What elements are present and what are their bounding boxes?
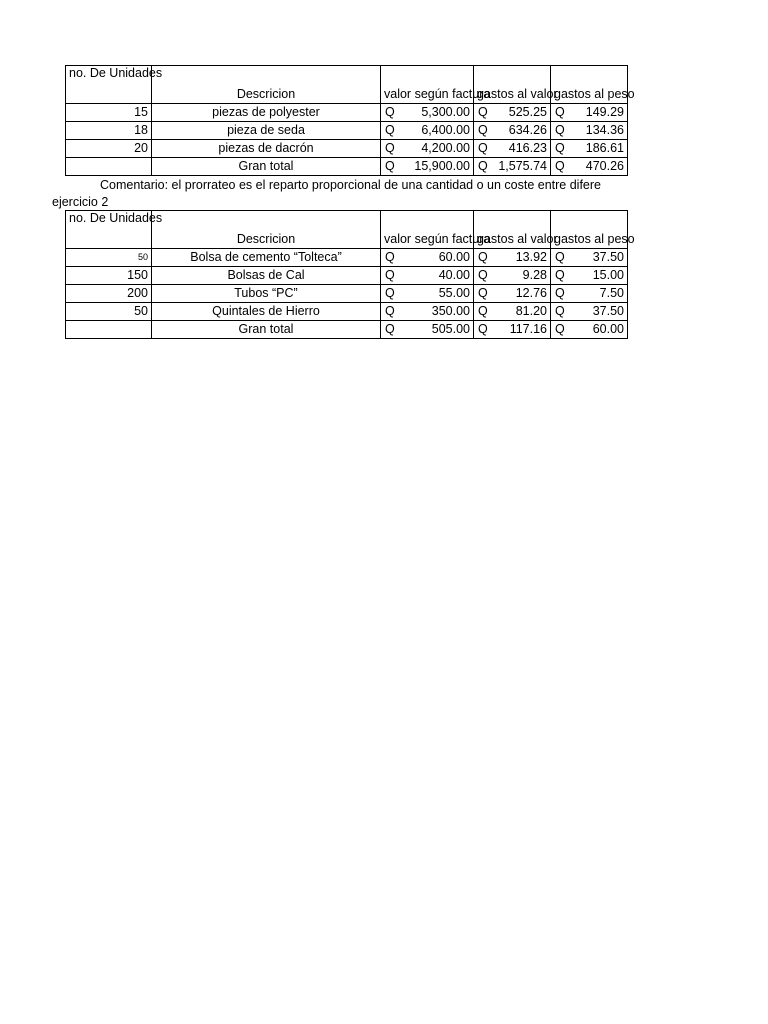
cell-description[interactable]: Bolsa de cemento “Tolteca” xyxy=(152,249,381,267)
currency-symbol: Q xyxy=(385,141,395,155)
cell-invoice-value[interactable] xyxy=(381,140,474,158)
amount: 149.29 xyxy=(585,105,624,119)
header-cost-by-weight[interactable]: gastos al peso xyxy=(551,211,628,249)
currency-symbol: Q xyxy=(385,322,395,336)
amount: 470.26 xyxy=(585,159,624,173)
amount: 60.00 xyxy=(438,250,470,264)
amount: 15,900.00 xyxy=(414,159,470,173)
header-invoice-value[interactable]: valor según factura xyxy=(381,211,474,249)
currency-symbol: Q xyxy=(555,123,565,137)
cell-units-empty[interactable] xyxy=(66,158,152,176)
prorrateo-table-1 xyxy=(65,65,635,176)
cell-description[interactable]: pieza de seda xyxy=(152,122,381,140)
cell-units[interactable]: 15 xyxy=(66,104,152,122)
cell-units[interactable]: 18 xyxy=(66,122,152,140)
amount: 117.16 xyxy=(509,322,547,336)
amount: 12.76 xyxy=(515,286,547,300)
cell-total-invoice-value[interactable] xyxy=(381,158,474,176)
currency-symbol: Q xyxy=(385,159,395,173)
header-units[interactable]: no. De Unidades xyxy=(66,211,152,249)
cell-cost-by-weight[interactable] xyxy=(551,303,628,321)
header-units[interactable]: no. De Unidades xyxy=(66,66,152,104)
cell-invoice-value[interactable] xyxy=(381,104,474,122)
currency-symbol: Q xyxy=(555,105,565,119)
currency-symbol: Q xyxy=(478,105,488,119)
cell-units[interactable]: 50 xyxy=(66,249,152,267)
amount: 634.26 xyxy=(508,123,547,137)
cell-cost-by-value[interactable] xyxy=(474,140,551,158)
amount: 7.50 xyxy=(599,286,624,300)
currency-symbol: Q xyxy=(478,304,488,318)
comment-text[interactable]: Comentario: el prorrateo es el reparto proporcional de una cantidad o un coste entre difere xyxy=(100,178,601,192)
currency-symbol: Q xyxy=(555,159,565,173)
cell-cost-by-value[interactable] xyxy=(474,104,551,122)
cell-invoice-value[interactable] xyxy=(381,122,474,140)
table-row xyxy=(66,249,628,267)
cell-cost-by-value[interactable] xyxy=(474,285,551,303)
cell-cost-by-value[interactable] xyxy=(474,122,551,140)
cell-total-cost-by-weight[interactable] xyxy=(551,321,628,339)
amount: 1,575.74 xyxy=(498,159,547,173)
cell-cost-by-value[interactable] xyxy=(474,249,551,267)
cell-invoice-value[interactable] xyxy=(381,303,474,321)
header-description[interactable]: Descricion xyxy=(152,66,381,104)
currency-symbol: Q xyxy=(478,250,488,264)
table-row xyxy=(66,104,628,122)
cell-description[interactable]: piezas de dacrón xyxy=(152,140,381,158)
amount: 505.00 xyxy=(431,322,470,336)
cell-units[interactable]: 150 xyxy=(66,267,152,285)
amount: 186.61 xyxy=(585,141,624,155)
table-row xyxy=(66,140,628,158)
cell-description[interactable]: Bolsas de Cal xyxy=(152,267,381,285)
amount: 60.00 xyxy=(592,322,624,336)
total-row xyxy=(66,321,628,339)
currency-symbol: Q xyxy=(555,141,565,155)
currency-symbol: Q xyxy=(478,141,488,155)
cell-total-cost-by-value[interactable] xyxy=(474,321,551,339)
table-row xyxy=(66,285,628,303)
cell-cost-by-value[interactable] xyxy=(474,267,551,285)
currency-symbol: Q xyxy=(385,286,395,300)
amount: 55.00 xyxy=(438,286,470,300)
cell-cost-by-weight[interactable] xyxy=(551,285,628,303)
amount: 134.36 xyxy=(585,123,624,137)
amount: 13.92 xyxy=(515,250,547,264)
cell-cost-by-weight[interactable] xyxy=(551,122,628,140)
table-row xyxy=(66,303,628,321)
currency-symbol: Q xyxy=(555,322,565,336)
cell-cost-by-weight[interactable] xyxy=(551,249,628,267)
table-header-row xyxy=(66,211,628,249)
header-cost-by-value[interactable]: gastos al valor xyxy=(474,66,551,104)
header-invoice-value[interactable]: valor según factura xyxy=(381,66,474,104)
cell-invoice-value[interactable] xyxy=(381,267,474,285)
currency-symbol: Q xyxy=(478,123,488,137)
cell-description[interactable]: Tubos “PC” xyxy=(152,285,381,303)
amount: 4,200.00 xyxy=(421,141,470,155)
cell-cost-by-weight[interactable] xyxy=(551,140,628,158)
table-row xyxy=(66,267,628,285)
cell-cost-by-weight[interactable] xyxy=(551,104,628,122)
cell-description[interactable]: Quintales de Hierro xyxy=(152,303,381,321)
amount: 37.50 xyxy=(592,250,624,264)
amount: 15.00 xyxy=(592,268,624,282)
cell-total-invoice-value[interactable] xyxy=(381,321,474,339)
currency-symbol: Q xyxy=(385,123,395,137)
table-header-row xyxy=(66,66,628,104)
amount: 40.00 xyxy=(438,268,470,282)
amount: 37.50 xyxy=(592,304,624,318)
currency-symbol: Q xyxy=(555,268,565,282)
cell-cost-by-weight[interactable] xyxy=(551,267,628,285)
amount: 350.00 xyxy=(431,304,470,318)
currency-symbol: Q xyxy=(478,268,488,282)
currency-symbol: Q xyxy=(478,159,488,173)
exercise-label[interactable]: ejercicio 2 xyxy=(52,195,109,209)
cell-total-label[interactable]: Gran total xyxy=(152,158,381,176)
header-description[interactable]: Descricion xyxy=(152,211,381,249)
cell-units[interactable]: 50 xyxy=(66,303,152,321)
currency-symbol: Q xyxy=(385,250,395,264)
currency-symbol: Q xyxy=(478,286,488,300)
cell-total-cost-by-weight[interactable] xyxy=(551,158,628,176)
cell-invoice-value[interactable] xyxy=(381,249,474,267)
header-cost-by-weight[interactable]: gastos al peso xyxy=(551,66,628,104)
spreadsheet-page xyxy=(52,65,635,339)
currency-symbol: Q xyxy=(555,304,565,318)
cell-units[interactable]: 200 xyxy=(66,285,152,303)
amount: 416.23 xyxy=(508,141,547,155)
currency-symbol: Q xyxy=(385,268,395,282)
cell-cost-by-value[interactable] xyxy=(474,303,551,321)
header-cost-by-value[interactable]: gastos al valor xyxy=(474,211,551,249)
amount: 5,300.00 xyxy=(421,105,470,119)
amount: 525.25 xyxy=(508,105,547,119)
total-row xyxy=(66,158,628,176)
cell-total-cost-by-value[interactable] xyxy=(474,158,551,176)
cell-description[interactable]: piezas de polyester xyxy=(152,104,381,122)
cell-invoice-value[interactable] xyxy=(381,285,474,303)
amount: 9.28 xyxy=(522,268,547,282)
currency-symbol: Q xyxy=(385,304,395,318)
cell-units-empty[interactable] xyxy=(66,321,152,339)
amount: 81.20 xyxy=(515,304,547,318)
table-row xyxy=(66,122,628,140)
cell-units[interactable]: 20 xyxy=(66,140,152,158)
cell-total-label[interactable]: Gran total xyxy=(152,321,381,339)
currency-symbol: Q xyxy=(555,250,565,264)
currency-symbol: Q xyxy=(478,322,488,336)
amount: 6,400.00 xyxy=(421,123,470,137)
prorrateo-table-2 xyxy=(65,210,635,339)
currency-symbol: Q xyxy=(385,105,395,119)
currency-symbol: Q xyxy=(555,286,565,300)
